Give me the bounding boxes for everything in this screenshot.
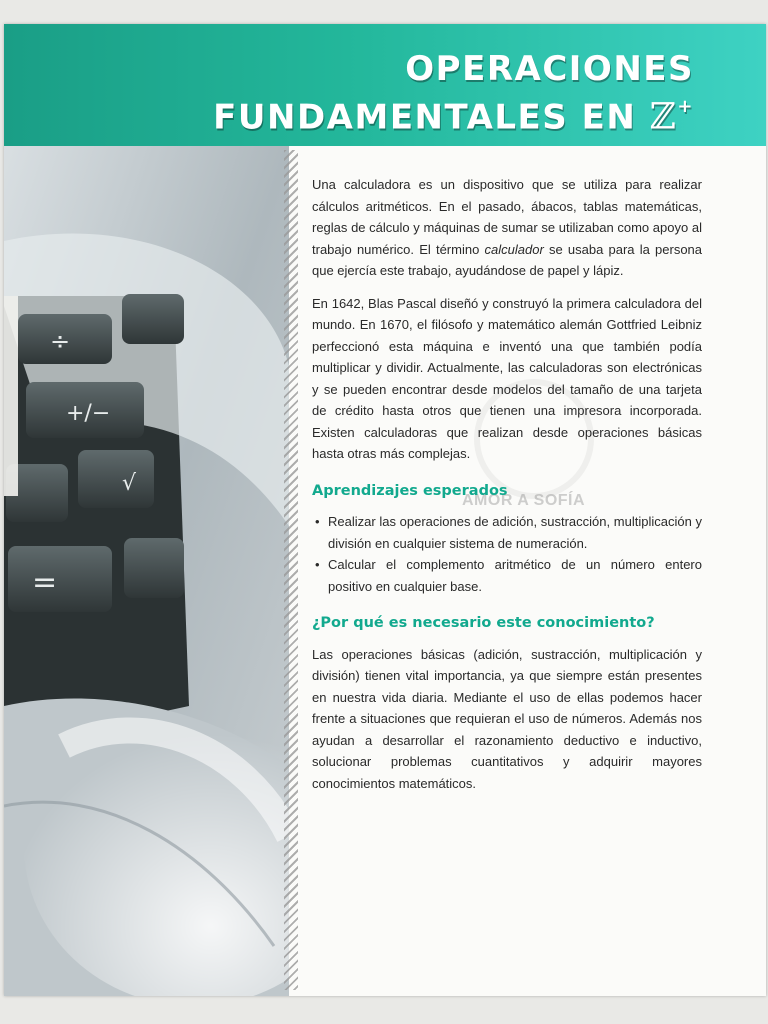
main-text-column <box>312 174 702 805</box>
calculator-illustration <box>4 146 289 996</box>
learning-item: • Realizar las operaciones de adición, sustracción, multiplicación y división en cualquier sistema de numeración. <box>312 511 702 554</box>
intro-paragraph-1 <box>312 174 702 282</box>
integers-superscript: + <box>677 96 694 117</box>
intro-paragraph-2: En 1642, Blas Pascal diseñó y construyó la primera calculadora del mundo. En 1670, el filósofo y matemático alemán Gottfried Leibniz perfeccionó esta máquina e inventó una que también podía multiplicar y dividir. Actualmente, las calculadoras son electrónicas y se pueden encontrar desde modelos del tamaño de una tarjeta de crédito hasta otros que tienen una impresora incorporada. Existen calculadoras que realizan desde operaciones básicas hasta otras más complejas. <box>312 295 702 461</box>
key-divide: ÷ <box>50 327 71 355</box>
intro-p1-start: Una calculadora es un dispositivo que se utiliza para realizar cálculos aritméticos. En el pasado, ábacos, tablas matemáticas, reglas de cálculo y máquinas de sumar se utilizaban como apoyo al trabajo numérico. El término <box>312 177 702 257</box>
key-sqrt: √ <box>122 471 137 496</box>
watermark-text: AMOR A SOFÍA <box>462 492 586 509</box>
integers-symbol: ℤ <box>649 96 678 138</box>
learning-heading: Aprendizajes esperados <box>312 482 508 499</box>
key-equals: = <box>32 565 58 600</box>
intro-p1-emphasis: calculador <box>484 241 544 257</box>
chapter-title <box>213 48 694 138</box>
why-heading: ¿Por qué es necesario este conocimiento? <box>312 615 655 631</box>
why-paragraph: Las operaciones básicas (adición, sustracción, multiplicación y división) tienen vital importancia, ya que siempre están presentes en nuestra vida diaria. Mediante el uso de ellas podemos hacer frente a situaciones que requieran el uso de números. Además nos ayudan a desarrollar el razonamiento deductivo e inductivo, solucionar problemas cuantitativos y adquirir mayores conocimientos matemáticos. <box>312 646 702 791</box>
chapter-header-band <box>4 24 766 146</box>
decorative-stripe <box>284 150 298 990</box>
intro-p1-end: se usaba para la persona que ejercía este trabajo, ayudándose de papel y lápiz. <box>312 241 703 278</box>
book-page <box>4 24 766 996</box>
chapter-title-line1: OPERACIONES <box>405 49 694 89</box>
chapter-title-line2-text: FUNDAMENTALES EN <box>213 97 637 138</box>
learning-item: • Calcular el complemento aritmético de un número entero positivo en cualquier base. <box>312 554 702 597</box>
calculator-photo <box>4 146 289 996</box>
chapter-title-line2 <box>213 90 694 138</box>
learning-list <box>312 511 702 597</box>
key-plus-minus: +/− <box>66 401 111 426</box>
